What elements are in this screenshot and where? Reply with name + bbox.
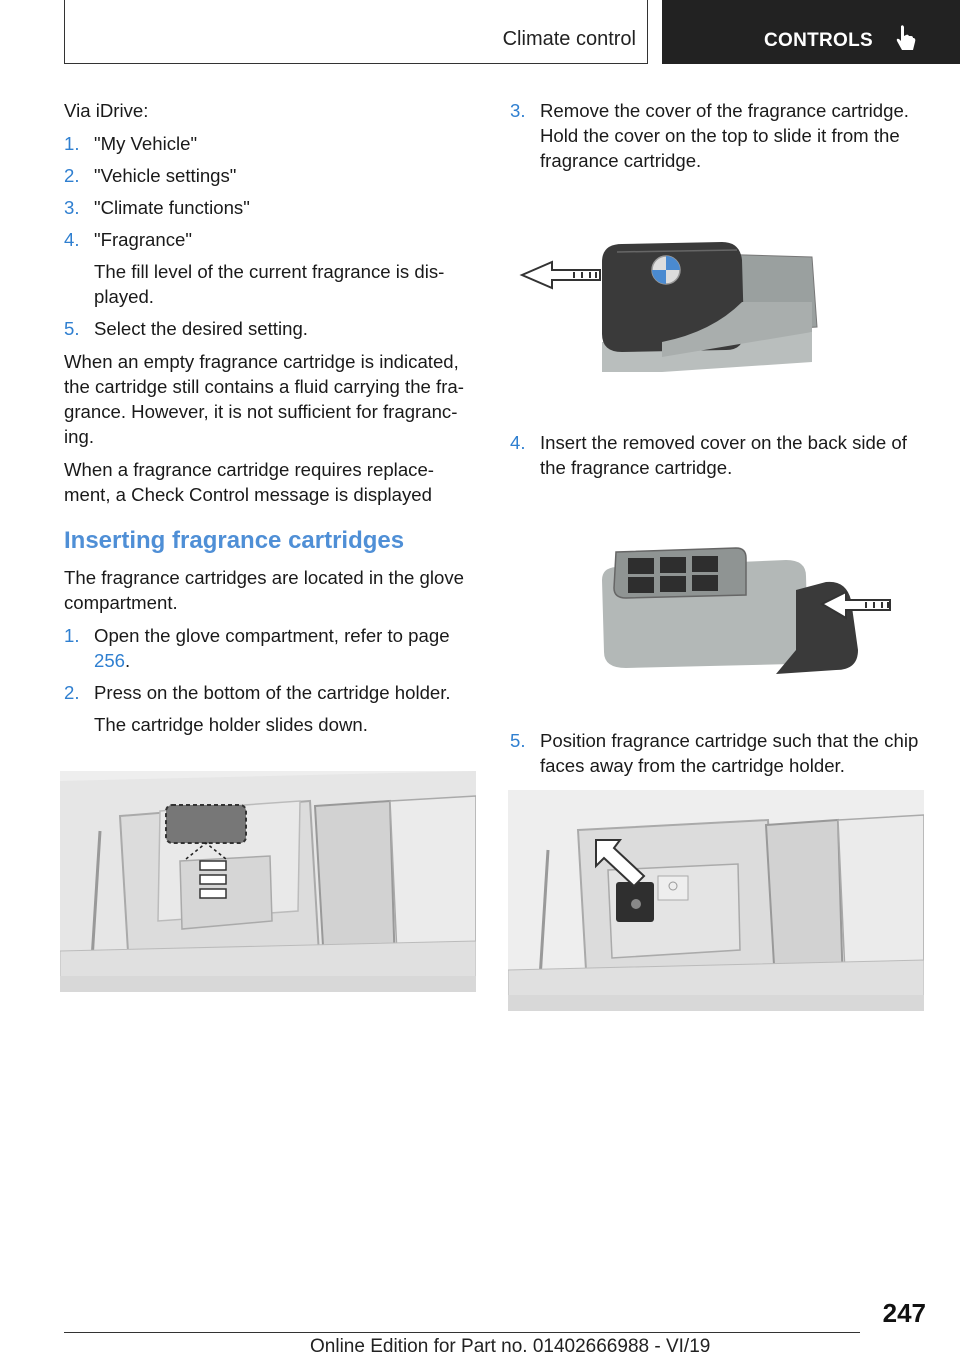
step-text-end: . [125, 650, 131, 671]
step-text: Insert the removed cover on the back side of the fragrance cartridge. [540, 432, 907, 478]
list-item [64, 227, 479, 309]
step-number: 1. [64, 133, 80, 154]
step-number: 2. [64, 165, 80, 186]
right-step-5 [510, 728, 925, 785]
list-item [64, 623, 479, 673]
list-item [64, 131, 479, 156]
footer-divider [64, 1332, 860, 1333]
position-cartridge-figure [508, 790, 924, 1011]
body-paragraph: When an empty fragrance cartridge is indicated, the cartridge still contains a fluid carrying the fra‐grance. However, it is not sufficient for fragranc‐ing. [64, 351, 464, 447]
header-section-title: Climate control [502, 28, 636, 50]
list-item [510, 430, 925, 480]
list-item [510, 728, 925, 778]
page-link[interactable]: 256 [94, 650, 126, 671]
step-number: 5. [510, 730, 526, 751]
step-text: Open the glove compartment, refer to page [94, 625, 450, 646]
step-number: 3. [64, 197, 80, 218]
header-tab[interactable] [662, 0, 960, 64]
idrive-steps-list [64, 131, 479, 341]
step-number: 4. [64, 229, 80, 250]
footer-edition: Online Edition for Part no. 01402666988 - VI/19 [310, 1336, 711, 1357]
remove-cover-figure [512, 232, 828, 382]
step-number: 2. [64, 682, 80, 703]
step-text: "Climate functions" [94, 197, 250, 218]
step-text: Remove the cover of the fragrance cartridge. Hold the cover on the top to slide it from the fragrance cartridge. [540, 100, 909, 171]
list-item [64, 195, 479, 220]
insert-steps-list [64, 623, 479, 737]
step-text: "My Vehicle" [94, 133, 198, 154]
insert-cover-figure [596, 540, 912, 680]
pointing-hand-icon [894, 24, 916, 52]
step-text: Select the desired setting. [94, 318, 308, 339]
step-subtext: The cartridge holder slides down. [94, 714, 368, 735]
body-paragraph: When a fragrance cartridge requires replace‐ment, a Check Control message is displayed [64, 459, 434, 505]
step-number: 5. [64, 318, 80, 339]
right-step-4 [510, 430, 925, 487]
step-number: 4. [510, 432, 526, 453]
step-number: 3. [510, 100, 526, 121]
list-item [510, 98, 925, 173]
step-text: "Fragrance" [94, 229, 192, 250]
step-number: 1. [64, 625, 80, 646]
intro-text: Via iDrive: [64, 100, 149, 121]
step-subtext: The fill level of the current fragrance is dis‐played. [94, 261, 445, 307]
page-number: 247 [882, 1298, 926, 1328]
list-item [64, 163, 479, 188]
step-text: "Vehicle settings" [94, 165, 237, 186]
section-heading: Inserting fragrance cartridges [64, 527, 405, 554]
step-text: Position fragrance cartridge such that the chip faces away from the cartridge holder. [540, 730, 919, 776]
header-tab-label: CONTROLS [764, 30, 874, 51]
glovebox-holder-figure [60, 771, 476, 992]
body-paragraph: The fragrance cartridges are located in the glove compartment. [64, 567, 464, 613]
list-item [64, 680, 479, 737]
list-item [64, 316, 479, 341]
step-text: Press on the bottom of the cartridge holder. [94, 682, 451, 703]
right-column [510, 98, 925, 180]
left-column [64, 98, 479, 745]
